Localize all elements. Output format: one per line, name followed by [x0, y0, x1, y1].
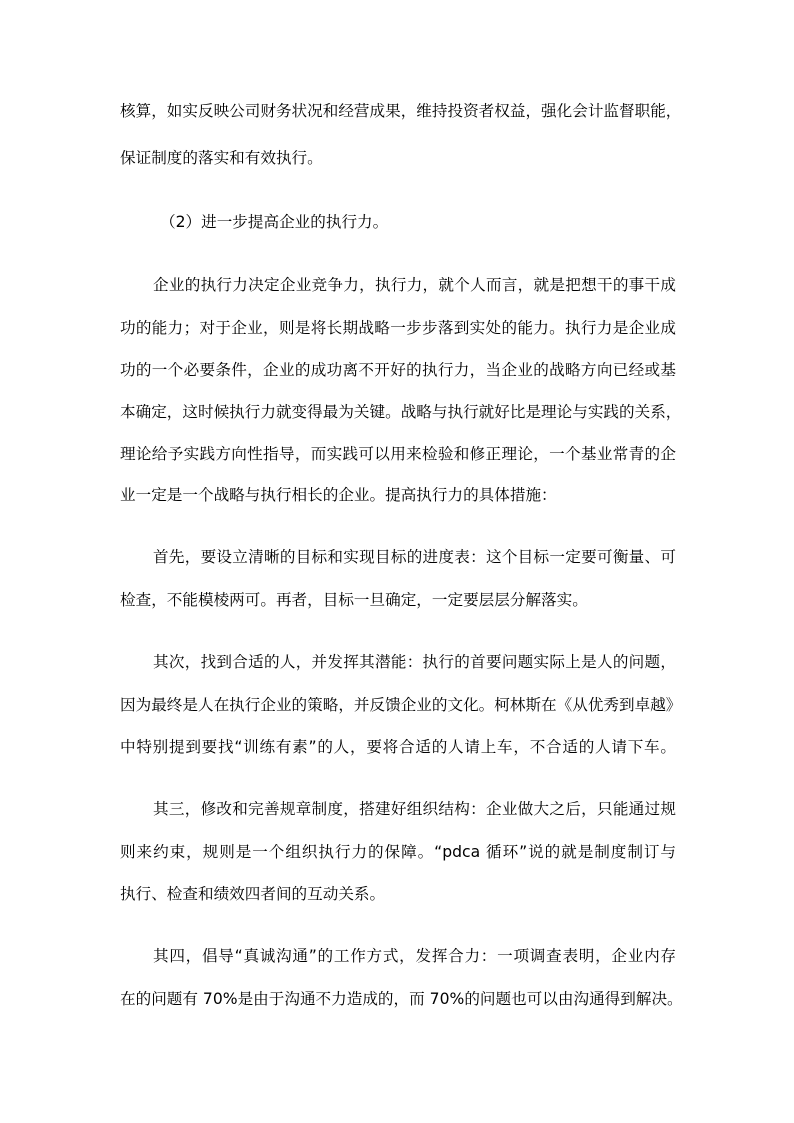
- paragraph-line: 首先，要设立清晰的目标和实现目标的进度表：这个目标一定要可衡量、可: [153, 548, 676, 566]
- paragraph-line: 则来约束，规则是一个组织执行力的保障。“pdca 循环”说的就是制度制订与: [120, 843, 676, 861]
- paragraph-line: 因为最终是人在执行企业的策略，并反馈企业的文化。柯林斯在《从优秀到卓越》: [120, 696, 682, 714]
- paragraph-line: 理论给予实践方向性指导，而实践可以用来检验和修正理论，一个基业常青的企: [120, 445, 676, 463]
- paragraph-line: 其三，修改和完善规章制度，搭建好组织结构：企业做大之后，只能通过规: [153, 800, 676, 818]
- paragraph-line: 在的问题有 70%是由于沟通不力造成的，而 70%的问题也可以由沟通得到解决。: [120, 990, 683, 1008]
- paragraph-line: 其四，倡导“真诚沟通”的工作方式，发挥合力：一项调查表明，企业内存: [153, 947, 676, 965]
- paragraph-line: 中特别提到要找“训练有素”的人，要将合适的人请上车，不合适的人请下车。: [120, 738, 676, 756]
- paragraph-line: 检查，不能模棱两可。再者，目标一旦确定，一定要层层分解落实。: [120, 591, 588, 609]
- paragraph-line: 其次，找到合适的人，并发挥其潜能：执行的首要问题实际上是人的问题，: [153, 653, 676, 671]
- paragraph-line: 业一定是一个战略与执行相长的企业。提高执行力的具体措施：: [120, 486, 557, 504]
- paragraph-line: 功的一个必要条件，企业的成功离不开好的执行力，当企业的战略方向已经或基: [120, 361, 676, 379]
- paragraph-line: 功的能力；对于企业，则是将长期战略一步步落到实处的能力。执行力是企业成: [120, 319, 676, 337]
- paragraph-line: 执行、检查和绩效四者间的互动关系。: [120, 885, 386, 903]
- paragraph-line: 核算，如实反映公司财务状况和经营成果，维持投资者权益，强化会计监督职能，: [120, 102, 682, 120]
- section-heading: （2）进一步提高企业的执行力。: [160, 213, 389, 231]
- paragraph-line: 保证制度的落实和有效执行。: [120, 149, 323, 167]
- paragraph-line: 本确定，这时候执行力就变得最为关键。战略与执行就好比是理论与实践的关系，: [120, 403, 682, 421]
- paragraph-line: 企业的执行力决定企业竞争力，执行力，就个人而言，就是把想干的事干成: [153, 276, 676, 294]
